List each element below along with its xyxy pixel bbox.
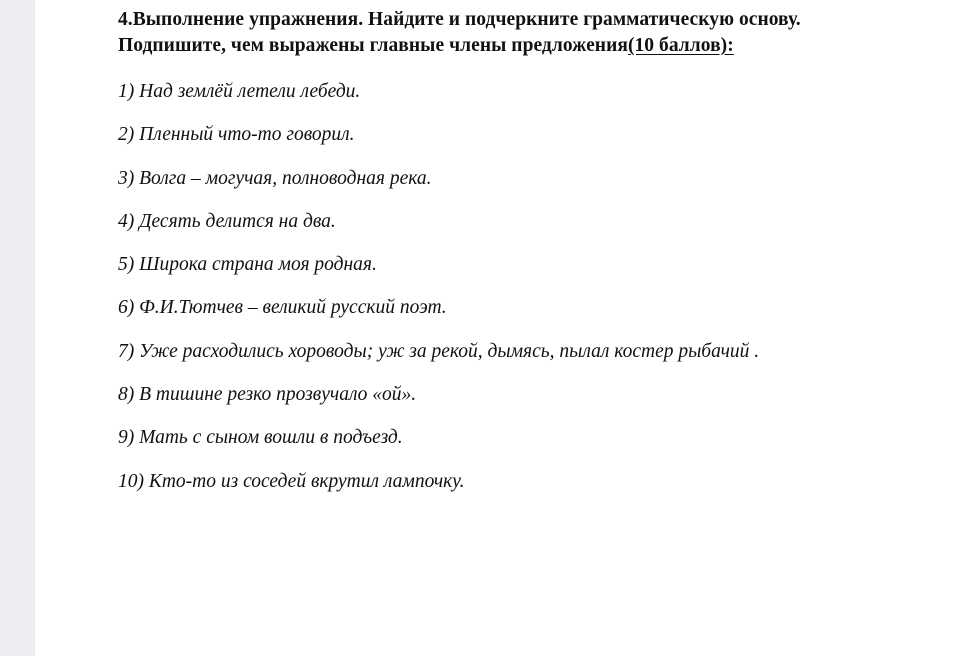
sentence-item-9: 9) Мать с сыном вошли в подъезд. — [118, 427, 403, 449]
sentence-item-1: 1) Над землёй летели лебеди. — [118, 81, 361, 102]
sentence-item-8: 8) В тишине резко прозвучало «ой». — [118, 384, 417, 406]
sentence-item-6: 6) Ф.И.Тютчев – великий русский поэт. — [118, 297, 447, 319]
task-heading-line-1: 4.Выполнение упражнения. Найдите и подчеркните грамматическую основу. — [118, 9, 801, 30]
task-heading-line-2 — [118, 33, 958, 59]
task-heading — [118, 7, 958, 59]
sentence-item-5: 5) Широка страна моя родная. — [118, 254, 377, 276]
sentence-item-3: 3) Волга – могучая, полноводная река. — [118, 167, 432, 189]
document-page — [35, 0, 963, 656]
sentence-item-7: 7) Уже расходились хороводы; уж за рекой, дымясь, пылал костер рыбачий . — [118, 340, 760, 362]
sentence-item-10: 10) Кто-то из соседей вкрутил лампочку. — [118, 470, 465, 492]
sentence-item-2: 2) Пленный что-то говорил. — [118, 124, 355, 146]
task-instruction: Подпишите, чем выражены главные члены предложения — [118, 35, 628, 56]
viewer-left-margin — [0, 0, 35, 656]
sentence-list — [118, 79, 759, 512]
sentence-item-4: 4) Десять делится на два. — [118, 210, 336, 232]
task-points: (10 баллов): — [627, 35, 734, 56]
